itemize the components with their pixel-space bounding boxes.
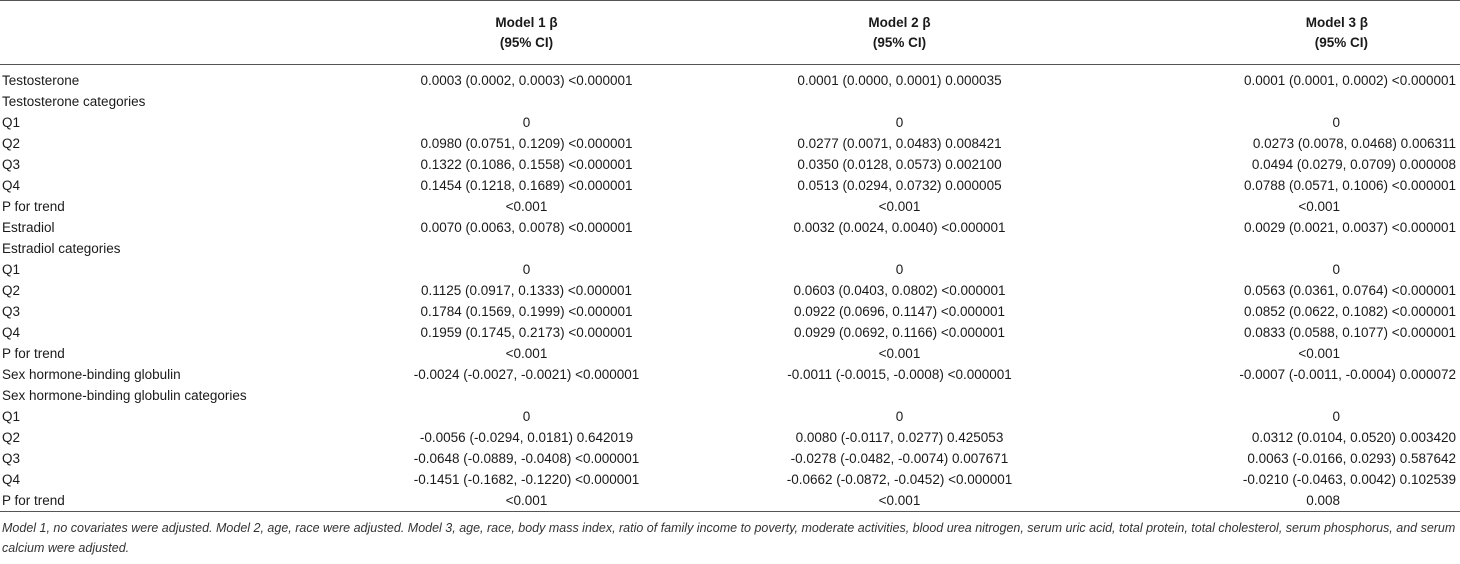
- row-label: Q3: [2, 304, 21, 319]
- model2-value: <0.001: [878, 346, 921, 361]
- row-label: Q3: [2, 157, 21, 172]
- model2-value: 0.0277 (0.0071, 0.0483) 0.008421: [797, 136, 1002, 151]
- row-label: Q1: [2, 262, 21, 277]
- row-label: P for trend: [2, 346, 65, 361]
- table-row: [0, 385, 1460, 406]
- model1-value: [340, 91, 713, 112]
- model2-value: [713, 385, 1086, 406]
- model3-value: 0.008: [1086, 490, 1460, 512]
- model2-value: -0.0662 (-0.0872, -0.0452) <0.000001: [786, 472, 1013, 487]
- model1-value: 0.1784 (0.1569, 0.1999) <0.000001: [420, 304, 633, 319]
- table-row: [0, 112, 1460, 133]
- model3-value: 0.0494 (0.0279, 0.0709) 0.000008: [1251, 157, 1456, 172]
- model3-value: 0.0001 (0.0001, 0.0002) <0.000001: [1243, 73, 1456, 88]
- header-model2-ci: (95% CI): [872, 34, 927, 50]
- model1-value: -0.1451 (-0.1682, -0.1220) <0.000001: [413, 472, 640, 487]
- model1-value: <0.001: [340, 490, 713, 512]
- model3-value: [1086, 91, 1460, 112]
- model3-value: -0.0210 (-0.0463, 0.0042) 0.102539: [1242, 472, 1456, 487]
- row-label: Sex hormone-binding globulin: [2, 367, 181, 382]
- model1-value: [340, 385, 713, 406]
- model2-value: -0.0011 (-0.0015, -0.0008) <0.000001: [787, 367, 1012, 382]
- model2-value: 0: [895, 115, 904, 130]
- model2-value: 0: [895, 409, 904, 424]
- table-row: [0, 469, 1460, 490]
- model2-value: 0.0001 (0.0000, 0.0001) 0.000035: [797, 73, 1002, 88]
- model1-value: 0.0003 (0.0002, 0.0003) <0.000001: [420, 73, 633, 88]
- table-footnote: Model 1, no covariates were adjusted. Model 2, age, race were adjusted. Model 3, age, race, body mass index, ratio of family income to poverty, moderate activities, blood urea nitrogen, serum uric acid, total protein, total cholesterol, serum phosphorus, and serum calcium were adjusted.: [2, 521, 1456, 555]
- table-row: [0, 490, 1460, 512]
- row-label: Q2: [2, 283, 21, 298]
- model1-value: -0.0024 (-0.0027, -0.0021) <0.000001: [413, 367, 640, 382]
- model2-value: [713, 238, 1086, 259]
- header-variable: [0, 1, 340, 65]
- header-model3-title: Model 3 β: [1305, 14, 1368, 30]
- row-label: P for trend: [0, 490, 340, 512]
- model1-value: 0.1959 (0.1745, 0.2173) <0.000001: [420, 325, 633, 340]
- header-model1-title: Model 1 β: [495, 14, 558, 30]
- model1-value: <0.001: [505, 346, 548, 361]
- row-label: Q1: [2, 115, 21, 130]
- table-row: [0, 133, 1460, 154]
- header-model3-ci: (95% CI): [1314, 34, 1368, 50]
- model2-value: 0.0513 (0.0294, 0.0732) 0.000005: [797, 178, 1002, 193]
- table-row: [0, 217, 1460, 238]
- model1-value: -0.0056 (-0.0294, 0.0181) 0.642019: [419, 430, 634, 445]
- model3-value: 0.0852 (0.0622, 0.1082) <0.000001: [1243, 304, 1456, 319]
- model3-value: <0.001: [1298, 199, 1340, 214]
- model2-value: -0.0278 (-0.0482, -0.0074) 0.007671: [790, 451, 1009, 466]
- header-model1-ci: (95% CI): [499, 34, 554, 50]
- model3-value: [1086, 385, 1460, 406]
- model2-value: 0.0922 (0.0696, 0.1147) <0.000001: [793, 304, 1006, 319]
- model2-value: [713, 91, 1086, 112]
- model3-value: 0: [1332, 262, 1340, 277]
- model3-value: 0: [1332, 115, 1340, 130]
- header-model3: [1086, 1, 1460, 65]
- model1-value: <0.001: [505, 199, 548, 214]
- row-label: Q1: [2, 409, 21, 424]
- model3-value: 0.0788 (0.0571, 0.1006) <0.000001: [1243, 178, 1456, 193]
- model2-value: 0.0350 (0.0128, 0.0573) 0.002100: [797, 157, 1002, 172]
- model1-value: 0: [522, 115, 531, 130]
- model2-value: 0.0032 (0.0024, 0.0040) <0.000001: [793, 220, 1006, 235]
- model3-value: -0.0007 (-0.0011, -0.0004) 0.000072: [1239, 367, 1456, 382]
- model1-value: 0.0070 (0.0063, 0.0078) <0.000001: [420, 220, 633, 235]
- header-model2: [713, 1, 1086, 65]
- model1-value: -0.0648 (-0.0889, -0.0408) <0.000001: [413, 451, 640, 466]
- table-row: [0, 259, 1460, 280]
- row-label: Q3: [2, 451, 21, 466]
- model1-value: 0.0980 (0.0751, 0.1209) <0.000001: [420, 136, 633, 151]
- row-label: Q4: [2, 178, 21, 193]
- row-label: Testosterone categories: [2, 94, 146, 109]
- table-row: [0, 196, 1460, 217]
- model1-value: 0.1454 (0.1218, 0.1689) <0.000001: [420, 178, 633, 193]
- row-label: Q2: [2, 136, 21, 151]
- model3-value: [1086, 238, 1460, 259]
- model2-value: 0.0080 (-0.0117, 0.0277) 0.425053: [795, 430, 1004, 445]
- model3-value: 0.0029 (0.0021, 0.0037) <0.000001: [1243, 220, 1456, 235]
- table-row: [0, 91, 1460, 112]
- model3-value: 0.0312 (0.0104, 0.0520) 0.003420: [1251, 430, 1456, 445]
- table-row: [0, 406, 1460, 427]
- model3-value: 0.0273 (0.0078, 0.0468) 0.006311: [1252, 136, 1456, 151]
- model3-value: 0.0833 (0.0588, 0.1077) <0.000001: [1243, 325, 1456, 340]
- row-label: Testosterone: [2, 73, 80, 88]
- row-label: Q2: [2, 430, 21, 445]
- table-row: [0, 427, 1460, 448]
- model2-value: <0.001: [878, 199, 921, 214]
- table-row: [0, 280, 1460, 301]
- row-label: Estradiol categories: [2, 241, 121, 256]
- table-row: [0, 154, 1460, 175]
- header-model1: [340, 1, 713, 65]
- row-label: Sex hormone-binding globulin categories: [2, 388, 247, 403]
- row-label: Q4: [2, 325, 21, 340]
- table-body: [0, 65, 1460, 512]
- row-label: Estradiol: [2, 220, 55, 235]
- table-row: [0, 448, 1460, 469]
- model3-value: 0: [1332, 409, 1340, 424]
- model3-value: <0.001: [1298, 346, 1340, 361]
- table-row: [0, 343, 1460, 364]
- model2-value: 0.0603 (0.0403, 0.0802) <0.000001: [793, 283, 1006, 298]
- model1-value: 0: [522, 262, 531, 277]
- table-row: [0, 322, 1460, 343]
- row-label: P for trend: [2, 199, 65, 214]
- model1-value: 0.1322 (0.1086, 0.1558) <0.000001: [420, 157, 633, 172]
- row-label: Q4: [2, 472, 21, 487]
- model1-value: 0.1125 (0.0917, 0.1333) <0.000001: [420, 283, 633, 298]
- model2-value: <0.001: [713, 490, 1086, 512]
- table-row: [0, 364, 1460, 385]
- model1-value: 0: [522, 409, 531, 424]
- model3-value: 0.0563 (0.0361, 0.0764) <0.000001: [1243, 283, 1456, 298]
- model3-value: 0.0063 (-0.0166, 0.0293) 0.587642: [1247, 451, 1456, 466]
- table-row: [0, 238, 1460, 259]
- header-model2-title: Model 2 β: [868, 14, 931, 30]
- model2-value: 0.0929 (0.0692, 0.1166) <0.000001: [793, 325, 1006, 340]
- model2-value: 0: [895, 262, 904, 277]
- model1-value: [340, 238, 713, 259]
- table-row: [0, 65, 1460, 92]
- table-header: [0, 1, 1460, 65]
- table-row: [0, 301, 1460, 322]
- header-row: [0, 1, 1460, 65]
- table-row: [0, 175, 1460, 196]
